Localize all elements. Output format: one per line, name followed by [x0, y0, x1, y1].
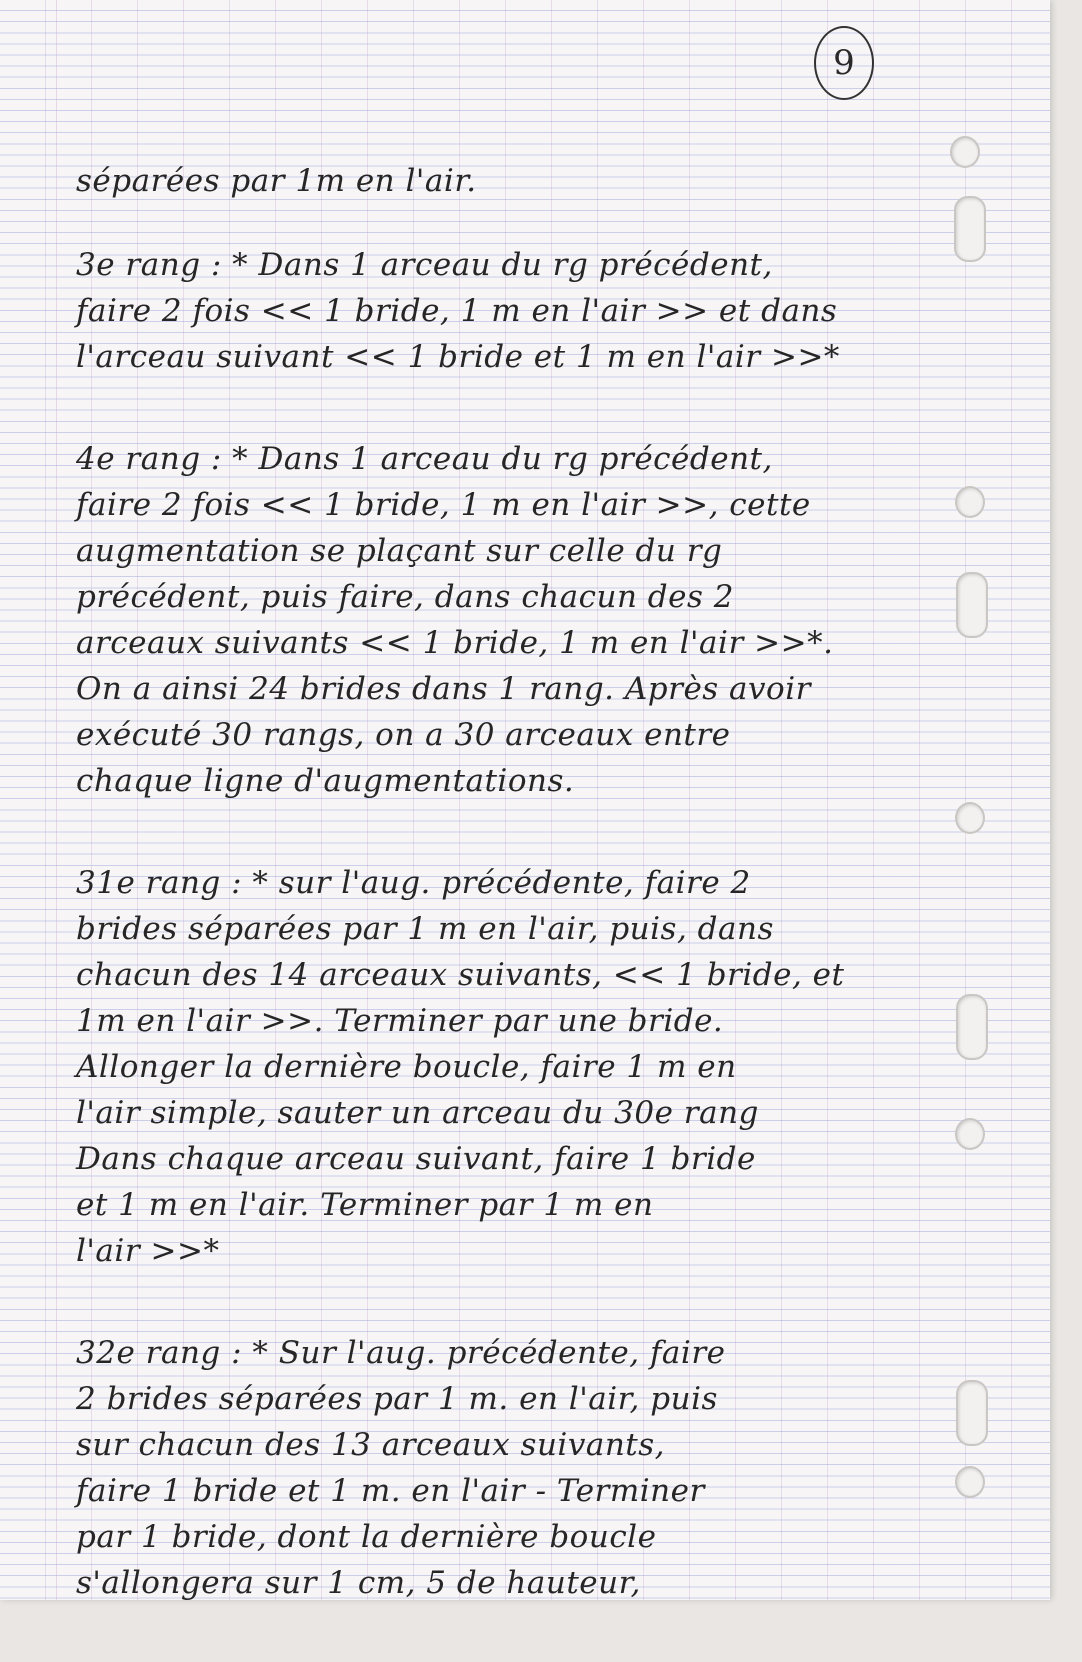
text-line: l'air >>*	[76, 1233, 220, 1269]
text-line: 31e rang : * sur l'aug. précédente, faire 2	[76, 865, 751, 901]
punch-hole	[956, 1380, 988, 1446]
text-line: Dans chaque arceau suivant, faire 1 bride	[76, 1141, 756, 1177]
punch-hole	[955, 1118, 985, 1150]
text-line: 1m en l'air >>. Terminer par une bride.	[76, 1003, 724, 1039]
text-line: s'allongera sur 1 cm, 5 de hauteur,	[76, 1565, 641, 1601]
paragraph-rang-32	[76, 1330, 956, 1606]
text-line: 4e rang : * Dans 1 arceau du rg précédent,	[76, 441, 773, 477]
text-line: augmentation se plaçant sur celle du rg	[76, 533, 723, 569]
punch-hole	[955, 802, 985, 834]
text-line: 3e rang : * Dans 1 arceau du rg précédent,	[76, 247, 773, 283]
text-line: par 1 bride, dont la dernière boucle	[76, 1519, 657, 1555]
paragraph-intro	[76, 158, 956, 204]
text-line: faire 1 bride et 1 m. en l'air - Terminer	[76, 1473, 705, 1509]
text-line: brides séparées par 1 m en l'air, puis, dans	[76, 911, 774, 947]
handwritten-text	[76, 158, 956, 1662]
text-line: faire 2 fois << 1 bride, 1 m en l'air >>, cette	[76, 487, 811, 523]
paragraph-rang-4	[76, 436, 956, 804]
text-line: 2 brides séparées par 1 m. en l'air, puis	[76, 1381, 718, 1417]
text-line: chacun des 14 arceaux suivants, << 1 bride, et	[76, 957, 845, 993]
text-line: sur chacun des 13 arceaux suivants,	[76, 1427, 666, 1463]
text-line: l'air simple, sauter un arceau du 30e rang	[76, 1095, 759, 1131]
text-line: On a ainsi 24 brides dans 1 rang. Après avoir	[76, 671, 811, 707]
punch-hole	[956, 994, 988, 1060]
margin-line	[56, 0, 57, 1600]
text-line: chaque ligne d'augmentations.	[76, 763, 575, 799]
text-line: faire 2 fois << 1 bride, 1 m en l'air >> et dans	[76, 293, 838, 329]
paragraph-rang-31	[76, 860, 956, 1274]
text-line: l'arceau suivant << 1 bride et 1 m en l'air >>*	[76, 339, 840, 375]
text-line: 32e rang : * Sur l'aug. précédente, faire	[76, 1335, 726, 1371]
punch-hole	[954, 196, 986, 262]
text-line: précédent, puis faire, dans chacun des 2	[76, 579, 734, 615]
page-number: 9	[814, 26, 874, 100]
punch-hole	[955, 1466, 985, 1498]
text-line: exécuté 30 rangs, on a 30 arceaux entre	[76, 717, 731, 753]
text-line: séparées par 1m en l'air.	[76, 163, 477, 199]
text-line: Allonger la dernière boucle, faire 1 m en	[76, 1049, 737, 1085]
paragraph-rang-3	[76, 242, 956, 380]
text-line: arceaux suivants << 1 bride, 1 m en l'air >>*.	[76, 625, 834, 661]
punch-hole	[956, 572, 988, 638]
text-line: et 1 m en l'air. Terminer par 1 m en	[76, 1187, 654, 1223]
punch-hole	[955, 486, 985, 518]
